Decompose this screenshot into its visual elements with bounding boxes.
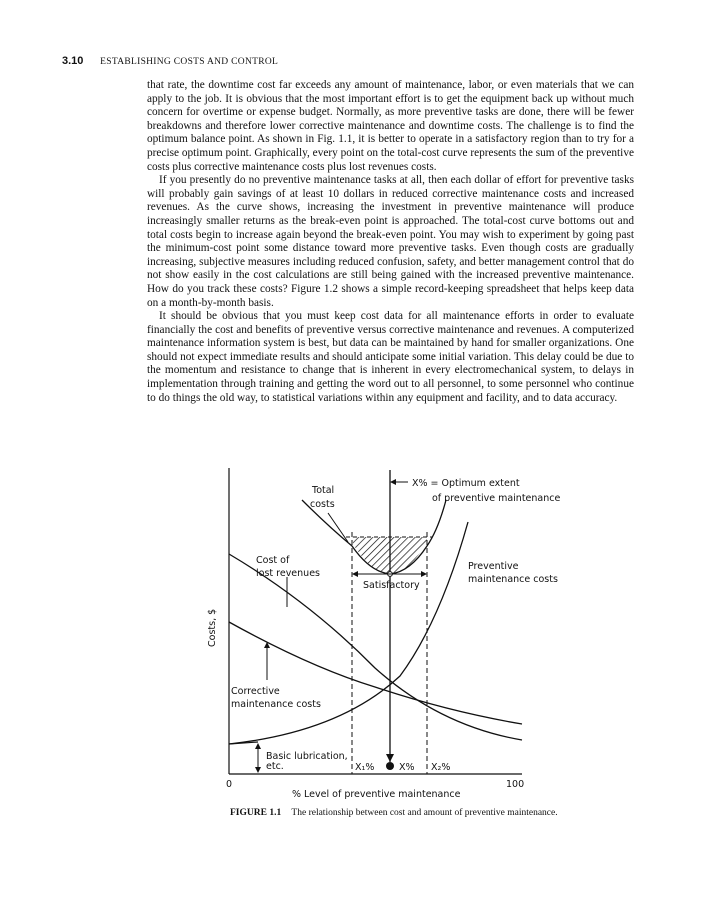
- paragraph: that rate, the downtime cost far exceeds any amount of maintenance, labor, or even materials that we can apply to the job. It is obvious that the most important effort is to get the equipment back up without much concern for overtime or expense budget. Normally, as more preventive tasks are done, there will be fewer breakdowns and therefore lower corrective maintenance and downtime costs. The challenge is to find the optimum balance point. As shown in Fig. 1.1, it is better to operate in a satisfactory region than to try for a precise optimum point. Graphically, every point on the total-cost curve represents the sum of the preventive costs plus corrective maintenance costs plus lost revenues costs.: [147, 79, 634, 173]
- satisfactory-arrowhead-left: [352, 571, 358, 577]
- caption-label: FIGURE 1.1: [230, 808, 282, 818]
- x-tick-0: 0: [226, 779, 233, 790]
- running-title: ESTABLISHING COSTS AND CONTROL: [100, 57, 279, 67]
- preventive-label-2: maintenance costs: [468, 574, 558, 585]
- body-text: [147, 79, 634, 405]
- optimum-point: [386, 762, 394, 770]
- paragraph: If you presently do no preventive maintenance tasks at all, then each dollar of effort for preventive tasks will probably gain savings of at least 10 dollars in reduced corrective maintenance costs and increased revenues. As the curve shows, increasing the investment in preventive maintenance will produce increasingly smaller returns as the break-even point is approached. The total-cost curve bottoms out and total costs begin to increase again beyond the break-even point. You may wish to experiment by going past the minimum-cost point some distance toward more preventive tasks. Even though costs are gradually increasing, subjective measures including reduced confusion, safety, and better management control that do not show easily in the cost calculations are still being gained with the increased preventive maintenance. How do you track these costs? Figure 1.2 shows a simple record-keeping spreadsheet that helps keep data on a month-by-month basis.: [147, 174, 634, 309]
- preventive-label: Preventive: [468, 561, 519, 572]
- lost-revenues-label-2: lost revenues: [256, 568, 320, 579]
- figure-caption: [230, 808, 558, 818]
- basic-lubrication-arrow-down: [255, 767, 261, 773]
- optimum-label-arrowhead: [390, 479, 396, 485]
- y-axis-label: Costs, $: [207, 608, 218, 647]
- x-tick-100: 100: [506, 779, 525, 790]
- lost-revenues-label: Cost of: [256, 555, 290, 566]
- optimum-label-2: of preventive maintenance: [432, 493, 561, 504]
- x1-label: X₁%: [355, 762, 375, 773]
- x-optimum-label: X%: [399, 762, 415, 773]
- basic-lubrication-arrow-up: [255, 743, 261, 749]
- satisfactory-label: Satisfactory: [363, 580, 420, 591]
- caption-text: The relationship between cost and amount of preventive maintenance.: [291, 808, 558, 818]
- running-header: [62, 55, 278, 67]
- optimum-label: X% = Optimum extent: [412, 478, 520, 489]
- total-costs-label-2: costs: [310, 499, 335, 510]
- optimum-arrowhead: [386, 754, 394, 762]
- figure-1-1: [200, 462, 561, 802]
- satisfactory-arrowhead-right: [421, 571, 427, 577]
- page-number: 3.10: [62, 55, 84, 67]
- corrective-label-2: maintenance costs: [231, 699, 321, 710]
- paragraph: It should be obvious that you must keep cost data for all maintenance efforts in order to evaluate financially the cost and benefits of preventive versus corrective maintenance and revenues. A computerized maintenance information system is best, but data can be maintained by hand for smaller organizations. One should not expect immediate results and should anticipate some initial variation. This delay could be due to the momentum and resistance to change that is inherent in every electromechanical system, to delays in implementation through training and getting the word out to all personnel, to some personnel who continue to do things the old way, to statistical variations within any equipment and facility, and to data accuracy.: [147, 310, 634, 404]
- basic-lubrication-label: Basic lubrication,: [266, 751, 348, 762]
- corrective-label: Corrective: [231, 686, 280, 697]
- x-axis-label: % Level of preventive maintenance: [292, 789, 461, 800]
- basic-lubrication-label-2: etc.: [266, 761, 284, 772]
- total-costs-label: Total: [312, 485, 335, 496]
- x2-label: X₂%: [431, 762, 451, 773]
